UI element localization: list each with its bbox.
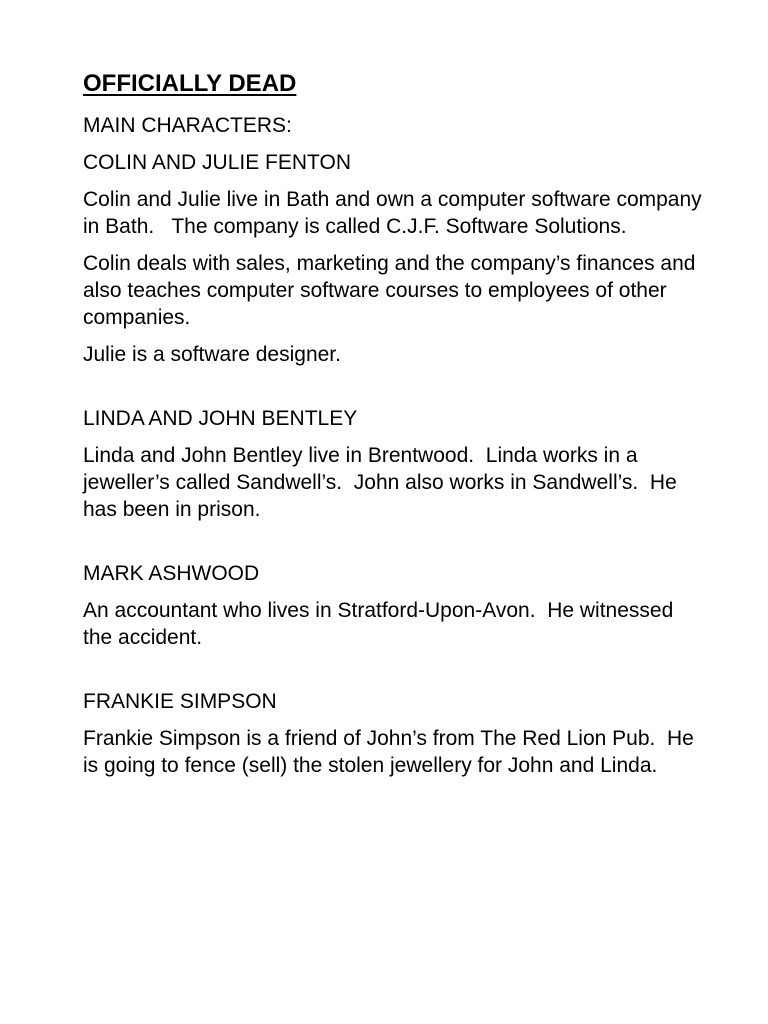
- section-heading: COLIN AND JULIE FENTON: [83, 151, 351, 174]
- blank-line: [83, 378, 703, 405]
- section-heading: MARK ASHWOOD: [83, 562, 260, 585]
- blank-line: [83, 533, 703, 560]
- section-heading: FRANKIE SIMPSON: [83, 690, 277, 713]
- section-paragraph: Frankie Simpson is a friend of John’s from The Red Lion Pub. He is going to fence (sell) the stolen jewellery for John and Linda.: [83, 727, 700, 777]
- character-section-simpson: [83, 688, 703, 779]
- section-paragraph: Colin deals with sales, marketing and the company’s finances and also teaches computer software courses to employees of other companies.: [83, 252, 702, 329]
- section-heading: LINDA AND JOHN BENTLEY: [83, 407, 358, 430]
- document-page: [83, 70, 708, 789]
- section-paragraph: Colin and Julie live in Bath and own a computer software company in Bath. The company is called C.J.F. Software Solutions.: [83, 188, 708, 238]
- section-paragraph: Linda and John Bentley live in Brentwood. Linda works in a jeweller’s called Sandwell’s. John also works in Sandwell’s. He has been in prison.: [83, 444, 683, 521]
- character-section-ashwood: [83, 560, 703, 651]
- section-paragraph: An accountant who lives in Stratford-Upon-Avon. He witnessed the accident.: [83, 599, 680, 649]
- character-section-fenton: [83, 149, 708, 368]
- section-paragraph: Julie is a software designer.: [83, 343, 341, 366]
- character-section-bentley: [83, 405, 703, 523]
- document-title: OFFICIALLY DEAD: [83, 70, 297, 97]
- blank-line: [83, 661, 703, 688]
- main-characters-label: MAIN CHARACTERS:: [83, 114, 292, 137]
